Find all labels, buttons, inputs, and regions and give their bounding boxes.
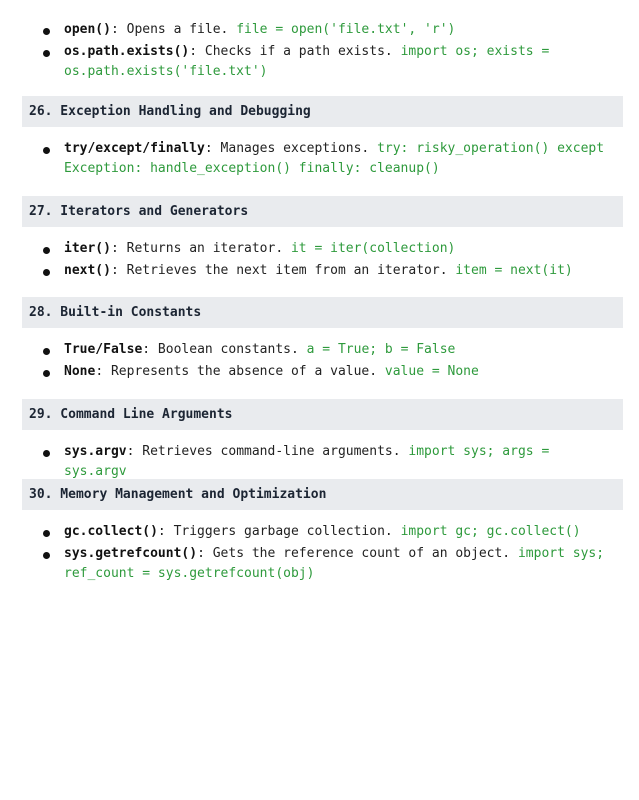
section-item-list: [0, 442, 639, 482]
item-term: None: [64, 364, 96, 379]
bullet-icon: [43, 348, 50, 355]
bullet-icon: [43, 247, 50, 254]
bullet-icon: [43, 269, 50, 276]
item-description: : Boolean constants.: [142, 342, 307, 357]
item-description: : Manages exceptions.: [204, 141, 378, 156]
section-28: [0, 297, 639, 384]
item-code: a = True; b = False: [306, 342, 456, 357]
item-code: import sys; args = sys.argv: [64, 444, 550, 479]
item-description: : Returns an iterator.: [110, 241, 291, 256]
item-description: : Triggers garbage collection.: [157, 524, 401, 539]
section-heading: 28. Built-in Constants: [22, 297, 623, 328]
bullet-icon: [43, 530, 50, 537]
list-item-iter: [0, 239, 639, 259]
item-code: it = iter(collection): [290, 241, 456, 256]
list-item-true-false: [0, 340, 639, 360]
list-item-none: [0, 362, 639, 382]
section-29: [0, 399, 639, 484]
section-heading: 26. Exception Handling and Debugging: [22, 96, 623, 127]
item-code: try: risky_operation() except Exception: handle_exception() finally: cleanup(): [64, 141, 605, 176]
section-26: [0, 96, 639, 181]
item-term: os.path.exists(): [64, 44, 190, 59]
item-term: sys.getrefcount(): [64, 546, 198, 561]
bullet-icon: [43, 28, 50, 35]
item-description: : Gets the reference count of an object.: [197, 546, 518, 561]
section-item-list: [0, 340, 639, 382]
item-description: : Represents the absence of a value.: [95, 364, 385, 379]
bullet-icon: [43, 50, 50, 57]
section-heading: 29. Command Line Arguments: [22, 399, 623, 430]
top-list-block: [0, 20, 639, 84]
top-item-list: [0, 20, 639, 82]
item-description: : Checks if a path exists.: [189, 44, 401, 59]
item-code: item = next(it): [455, 263, 573, 278]
item-term: iter(): [64, 241, 111, 256]
item-code: value = None: [384, 364, 479, 379]
item-description: : Retrieves the next item from an iterator.: [110, 263, 456, 278]
section-item-list: [0, 139, 639, 179]
bullet-icon: [43, 147, 50, 154]
section-27: [0, 196, 639, 283]
list-item-next: [0, 261, 639, 281]
list-item-sys-argv: [0, 442, 639, 482]
item-description: : Retrieves command-line arguments.: [126, 444, 409, 459]
item-term: sys.argv: [64, 444, 127, 459]
list-item-open: [0, 20, 639, 40]
section-30: [0, 479, 639, 586]
item-code: import gc; gc.collect(): [400, 524, 581, 539]
item-term: open(): [64, 22, 111, 37]
item-term: try/except/finally: [64, 141, 205, 156]
list-item-sys-getrefcount: [0, 544, 639, 584]
item-term: next(): [64, 263, 111, 278]
list-item-gc-collect: [0, 522, 639, 542]
item-code: import os; exists = os.path.exists('file.txt'): [64, 44, 550, 79]
section-item-list: [0, 239, 639, 281]
item-code: file = open('file.txt', 'r'): [236, 22, 456, 37]
bullet-icon: [43, 552, 50, 559]
item-description: : Opens a file.: [110, 22, 237, 37]
item-term: gc.collect(): [64, 524, 158, 539]
bullet-icon: [43, 450, 50, 457]
section-heading: 27. Iterators and Generators: [22, 196, 623, 227]
bullet-icon: [43, 370, 50, 377]
list-item-os-path-exists: [0, 42, 639, 82]
section-item-list: [0, 522, 639, 584]
item-term: True/False: [64, 342, 143, 357]
list-item-try-except: [0, 139, 639, 179]
item-code: import sys; ref_count = sys.getrefcount(obj): [64, 546, 605, 581]
section-heading: 30. Memory Management and Optimization: [22, 479, 623, 510]
